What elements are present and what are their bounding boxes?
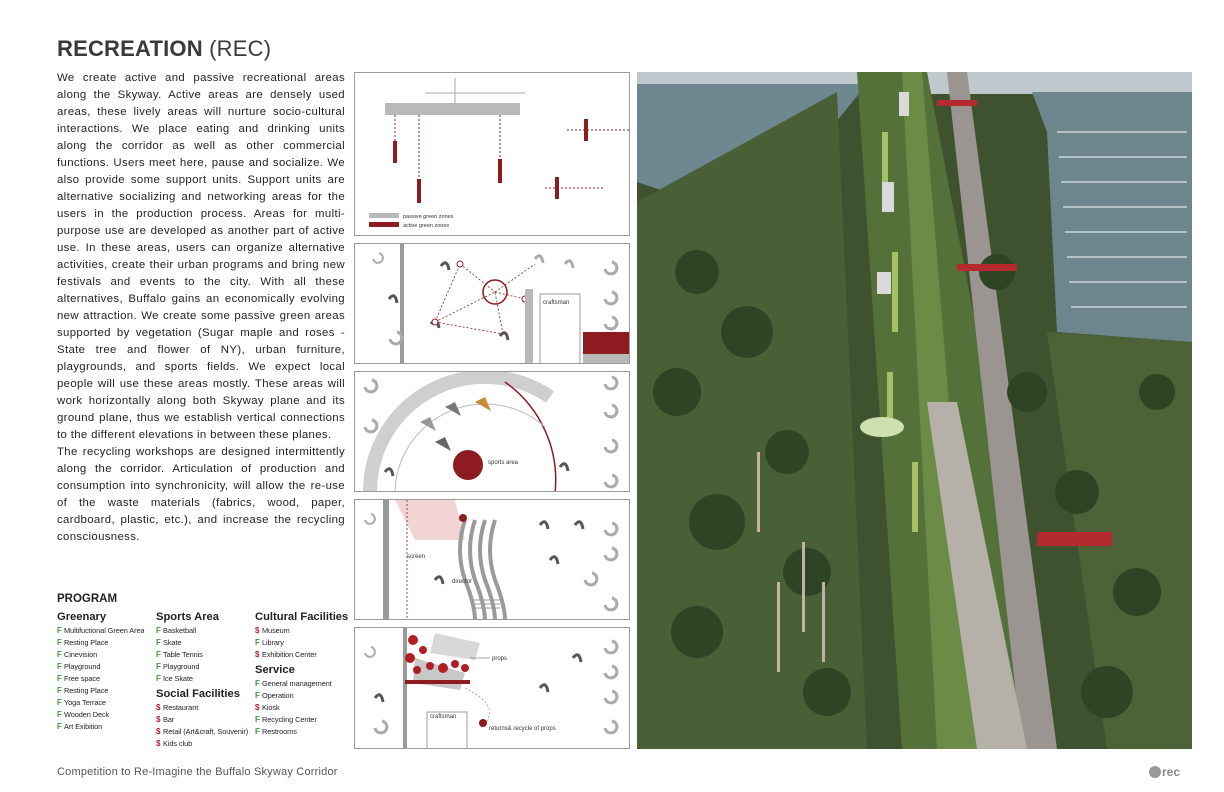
program-item <box>57 661 144 673</box>
program-item <box>57 697 144 709</box>
program-item <box>57 685 144 697</box>
workshop-block <box>583 332 630 354</box>
diagram-craftsman-network <box>354 243 630 364</box>
program-item <box>156 714 248 726</box>
footer-caption: Competition to Re-Imagine the Buffalo Skyway Corridor <box>57 766 338 778</box>
program-item-label: Free space <box>64 674 100 683</box>
active-zone-marker <box>393 141 397 163</box>
director-figure <box>435 577 443 584</box>
sports-area-marker <box>453 450 483 480</box>
program-heading: PROGRAM <box>57 593 118 605</box>
program-item <box>255 726 332 738</box>
program-item <box>156 673 203 685</box>
props-label: props <box>492 656 508 662</box>
paid-icon: $ <box>156 727 161 736</box>
aerial-rendering <box>637 72 1192 749</box>
program-item <box>156 738 248 750</box>
program-item <box>255 714 332 726</box>
free-icon: F <box>57 638 62 647</box>
program-item-label: Kids club <box>163 739 193 748</box>
skyway-edge <box>400 244 404 364</box>
program-item-label: Library <box>262 638 284 647</box>
free-icon: F <box>57 686 62 695</box>
logo-dot-icon <box>1149 766 1161 778</box>
diagram-green-zones <box>354 72 630 236</box>
paid-icon: $ <box>156 739 161 748</box>
active-zone-marker <box>584 119 588 141</box>
paid-icon: $ <box>156 715 161 724</box>
diagram-props-recycling <box>354 627 630 749</box>
program-item-label: Wooden Deck <box>64 710 110 719</box>
program-item <box>57 637 144 649</box>
description-paragraph-1: We create active and passive recreational areas along the Skyway. Active areas are densely used areas, these lively areas will nurture socio-cultural interactions. We place eating and drinking units along the corridor as well as other commercial functions. Users meet here, pause and socialize. We also provide some support units. Support units are alternative socializing and networking areas for the users in the production process. Areas for multi-purpose use are developed as another part of active use. In these areas, users can organize alternative activities, create their urban programs and bring new festivals and events to the city. With all these alternatives, Buffalo gains an economically evolving new attraction. We create some passive green areas supported by vegetation (Sugar maple and roses - State tree and flower of NY), urban furniture, playgrounds, and sports fields. We expect local people will use these areas mostly. These areas will work horizontally along both Skyway plane and its ground plane, thus we establish vertical connections to the different elevations in between these planes. <box>57 72 345 441</box>
person-figure <box>500 333 508 340</box>
program-item-label: Ice Skate <box>163 674 193 683</box>
legend-passive-swatch <box>369 213 399 218</box>
program-item <box>156 661 203 673</box>
service-heading: Service <box>255 664 295 676</box>
sports-list <box>156 625 203 685</box>
program-item-label: Cinevision <box>64 650 98 659</box>
paid-icon: $ <box>255 650 260 659</box>
cultural-list <box>255 625 317 661</box>
free-icon: F <box>255 691 260 700</box>
free-icon: F <box>156 662 161 671</box>
diagram-sports-area <box>354 371 630 492</box>
screen-wall <box>383 500 389 620</box>
program-item-label: Playground <box>163 662 200 671</box>
paid-icon: $ <box>156 703 161 712</box>
returns-label: returns& recycle of props <box>489 726 556 732</box>
free-icon: F <box>156 650 161 659</box>
diagram-cinevision <box>354 499 630 620</box>
screen-label: screen <box>407 554 426 560</box>
service-list <box>255 678 332 738</box>
program-item-label: Bar <box>163 715 175 724</box>
program-item-label: Skate <box>163 638 182 647</box>
program-item <box>255 637 317 649</box>
legend-active-swatch <box>369 222 399 227</box>
free-icon: F <box>57 626 62 635</box>
program-item-label: Table Tennis <box>163 650 203 659</box>
program-item <box>156 625 203 637</box>
program-item <box>57 625 144 637</box>
greenery-list <box>57 625 144 733</box>
free-icon: F <box>57 662 62 671</box>
program-item-label: Yoga Terrace <box>64 698 106 707</box>
description-text <box>57 70 345 546</box>
program-item-label: Kiosk <box>262 703 280 712</box>
active-zone-marker <box>498 159 502 183</box>
free-icon: F <box>156 638 161 647</box>
person-figure <box>441 263 449 270</box>
free-icon: F <box>57 650 62 659</box>
program-item-label: Playground <box>64 662 101 671</box>
viewing-platform <box>860 417 904 437</box>
active-zone-marker <box>417 179 421 203</box>
paid-icon: $ <box>255 626 260 635</box>
program-item <box>156 637 203 649</box>
page-title-sub: (REC) <box>209 36 272 61</box>
program-item <box>57 721 144 733</box>
program-item <box>57 709 144 721</box>
free-icon: F <box>255 638 260 647</box>
paid-icon: $ <box>255 703 260 712</box>
person-figure <box>389 296 397 303</box>
rec-logo <box>1149 765 1180 779</box>
program-item <box>156 726 248 738</box>
program-item-label: Restaurant <box>163 703 199 712</box>
craftsman-label: craftsman <box>543 300 570 306</box>
program-item-label: Resting Place <box>64 638 109 647</box>
program-item <box>156 649 203 661</box>
free-icon: F <box>57 710 62 719</box>
program-item-label: Museum <box>262 626 290 635</box>
program-item-label: Operation <box>262 691 294 700</box>
free-icon: F <box>255 727 260 736</box>
program-item <box>255 625 317 637</box>
free-icon: F <box>156 674 161 683</box>
page-title-main: RECREATION <box>57 36 203 61</box>
cultural-heading: Cultural Facilities <box>255 611 349 623</box>
social-list <box>156 702 248 750</box>
free-icon: F <box>255 679 260 688</box>
projection-cone <box>395 500 465 540</box>
program-item <box>255 702 332 714</box>
free-icon: F <box>57 698 62 707</box>
craftsman-label-2: craftsman <box>430 714 457 720</box>
legend-active-label: active green zones <box>403 223 450 229</box>
director-label: director <box>452 579 473 585</box>
free-icon: F <box>57 722 62 731</box>
program-item <box>255 649 317 661</box>
program-item <box>57 673 144 685</box>
program-item-label: Restrooms <box>262 727 297 736</box>
legend-passive-label: passive green zones <box>403 214 454 220</box>
program-item-label: Basketball <box>163 626 197 635</box>
free-icon: F <box>156 626 161 635</box>
program-item <box>255 678 332 690</box>
program-item-label: Recycling Center <box>262 715 317 724</box>
marina-water <box>1032 92 1192 342</box>
page-title <box>57 36 271 62</box>
program-item <box>255 690 332 702</box>
description-paragraph-2: The recycling workshops are designed intermittently along the corridor. Articulation of production and consumption into synchronicity, will allow the re-use of the waste materials (fabrics, wood, paper, cardboard, plastic, etc.), and increase the recycling consciousness. <box>57 446 345 543</box>
program-item-label: Multifuctional Green Area <box>64 626 145 635</box>
passive-zone-bar <box>385 103 520 115</box>
free-icon: F <box>57 674 62 683</box>
program-item-label: Resting Place <box>64 686 109 695</box>
program-item <box>156 702 248 714</box>
active-zone-marker <box>555 177 559 199</box>
program-item-label: Exhibition Center <box>262 650 317 659</box>
program-item-label: Retail (Art&craft, Souvenir) <box>163 727 249 736</box>
social-heading: Social Facilities <box>156 688 240 700</box>
greenery-heading: Greenary <box>57 611 107 623</box>
logo-text: rec <box>1162 765 1181 779</box>
program-item-label: Art Exibition <box>64 722 103 731</box>
program-item-label: General management <box>262 679 332 688</box>
program-item <box>57 649 144 661</box>
free-icon: F <box>255 715 260 724</box>
sports-area-label: sports area <box>488 460 519 466</box>
sports-heading: Sports Area <box>156 611 220 623</box>
